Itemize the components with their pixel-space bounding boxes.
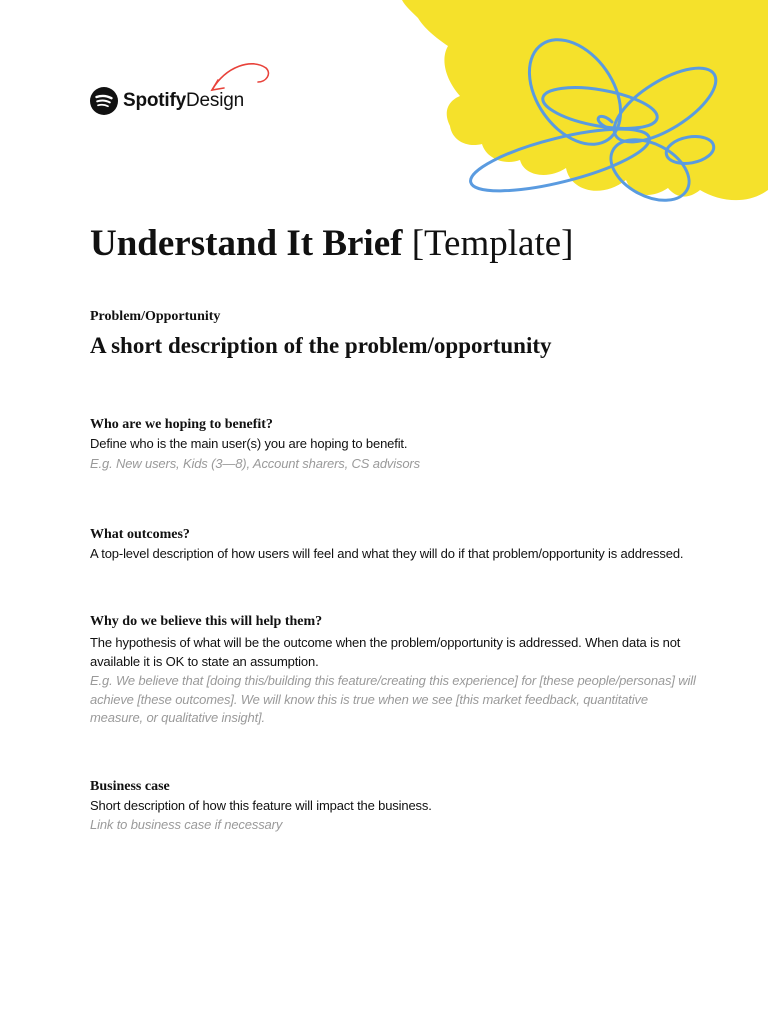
section-hint: Link to business case if necessary (90, 817, 283, 832)
section-body: The hypothesis of what will be the outcome when the problem/opportunity is addressed. When data is not available it is OK to state an assumption. (90, 635, 681, 669)
spotify-icon (90, 87, 118, 115)
page-title (90, 222, 573, 265)
section-body: Define who is the main user(s) you are hoping to benefit. (90, 436, 408, 451)
section-heading: Why do we believe this will help them? (90, 614, 323, 629)
logo-wordmark (123, 90, 244, 112)
section-body: A top-level description of how users will feel and what they will do if that problem/opportunity is addressed. (90, 546, 684, 561)
spotify-design-logo (90, 86, 244, 116)
section-heading: What outcomes? (90, 527, 190, 542)
headline: A short description of the problem/opportunity (90, 333, 552, 358)
section-heading: Who are we hoping to benefit? (90, 417, 273, 432)
page-title-main: Understand It Brief (90, 223, 403, 264)
section-hint: E.g. New users, Kids (3—8), Account sharers, CS advisors (90, 456, 420, 471)
section-body: Short description of how this feature will impact the business. (90, 798, 432, 813)
section-heading: Business case (90, 779, 170, 794)
logo-product: Design (186, 90, 244, 111)
section-hint: E.g. We believe that [doing this/building this feature/creating this experience] for [these people/personas] will achieve [these outcomes]. We will know this is true when we see [this market feedback, quantitative measure, or qualitative insight]. (90, 673, 696, 725)
yellow-blob-shape (402, 0, 768, 200)
page-title-tag: [Template] (411, 223, 574, 264)
logo-brand: Spotify (123, 90, 186, 111)
section-label: Problem/Opportunity (90, 309, 221, 324)
